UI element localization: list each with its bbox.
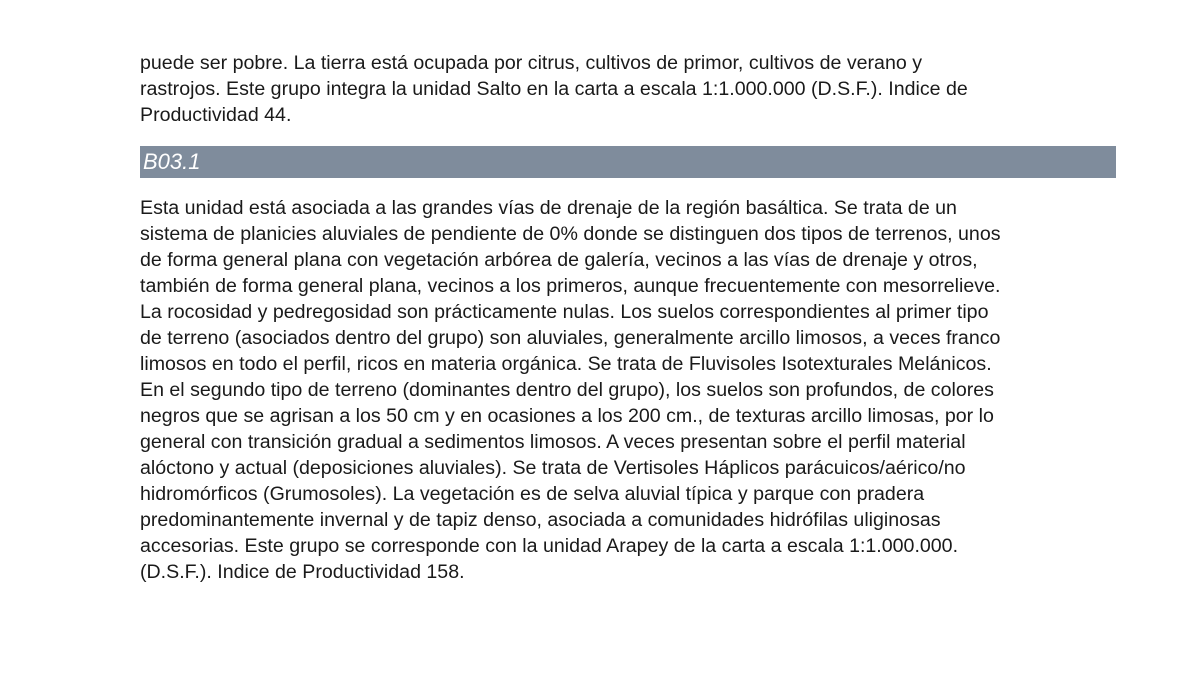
text-line: alóctono y actual (deposiciones aluviales). Se trata de Vertisoles Háplicos parácuicos/aérico/no (140, 457, 966, 479)
intro-paragraph (140, 50, 1116, 128)
text-line: puede ser pobre. La tierra está ocupada por citrus, cultivos de primor, cultivos de verano y (140, 52, 922, 74)
text-line: La rocosidad y pedregosidad son prácticamente nulas. Los suelos correspondientes al primer tipo (140, 301, 989, 323)
body-paragraph (140, 195, 1116, 585)
text-line: negros que se agrisan a los 50 cm y en ocasiones a los 200 cm., de texturas arcillo limosas, por lo (140, 405, 994, 427)
section-heading: B03.1 (140, 146, 1116, 178)
text-line: rastrojos. Este grupo integra la unidad Salto en la carta a escala 1:1.000.000 (D.S.F.). Indice de (140, 78, 968, 100)
text-line: En el segundo tipo de terreno (dominantes dentro del grupo), los suelos son profundos, de colores (140, 379, 994, 401)
text-line: predominantemente invernal y de tapiz denso, asociada a comunidades hidrófilas uliginosas (140, 509, 941, 531)
text-line: Productividad 44. (140, 104, 292, 126)
text-line: de forma general plana con vegetación arbórea de galería, vecinos a las vías de drenaje y otros, (140, 249, 978, 271)
text-line: sistema de planicies aluviales de pendiente de 0% donde se distinguen dos tipos de terrenos, unos (140, 223, 1001, 245)
text-line: (D.S.F.). Indice de Productividad 158. (140, 561, 465, 583)
text-line: accesorias. Este grupo se corresponde con la unidad Arapey de la carta a escala 1:1.000.000. (140, 535, 959, 557)
document-page (140, 50, 1116, 585)
text-line: general con transición gradual a sedimentos limosos. A veces presentan sobre el perfil material (140, 431, 966, 453)
text-line: de terreno (asociados dentro del grupo) son aluviales, generalmente arcillo limosos, a veces franco (140, 327, 1001, 349)
text-line: también de forma general plana, vecinos a los primeros, aunque frecuentemente con mesorrelieve. (140, 275, 1001, 297)
text-line: hidromórficos (Grumosoles). La vegetación es de selva aluvial típica y parque con pradera (140, 483, 925, 505)
text-line: Esta unidad está asociada a las grandes vías de drenaje de la región basáltica. Se trata de un (140, 197, 957, 219)
text-line: limosos en todo el perfil, ricos en materia orgánica. Se trata de Fluvisoles Isotexturales Melánicos. (140, 353, 992, 375)
